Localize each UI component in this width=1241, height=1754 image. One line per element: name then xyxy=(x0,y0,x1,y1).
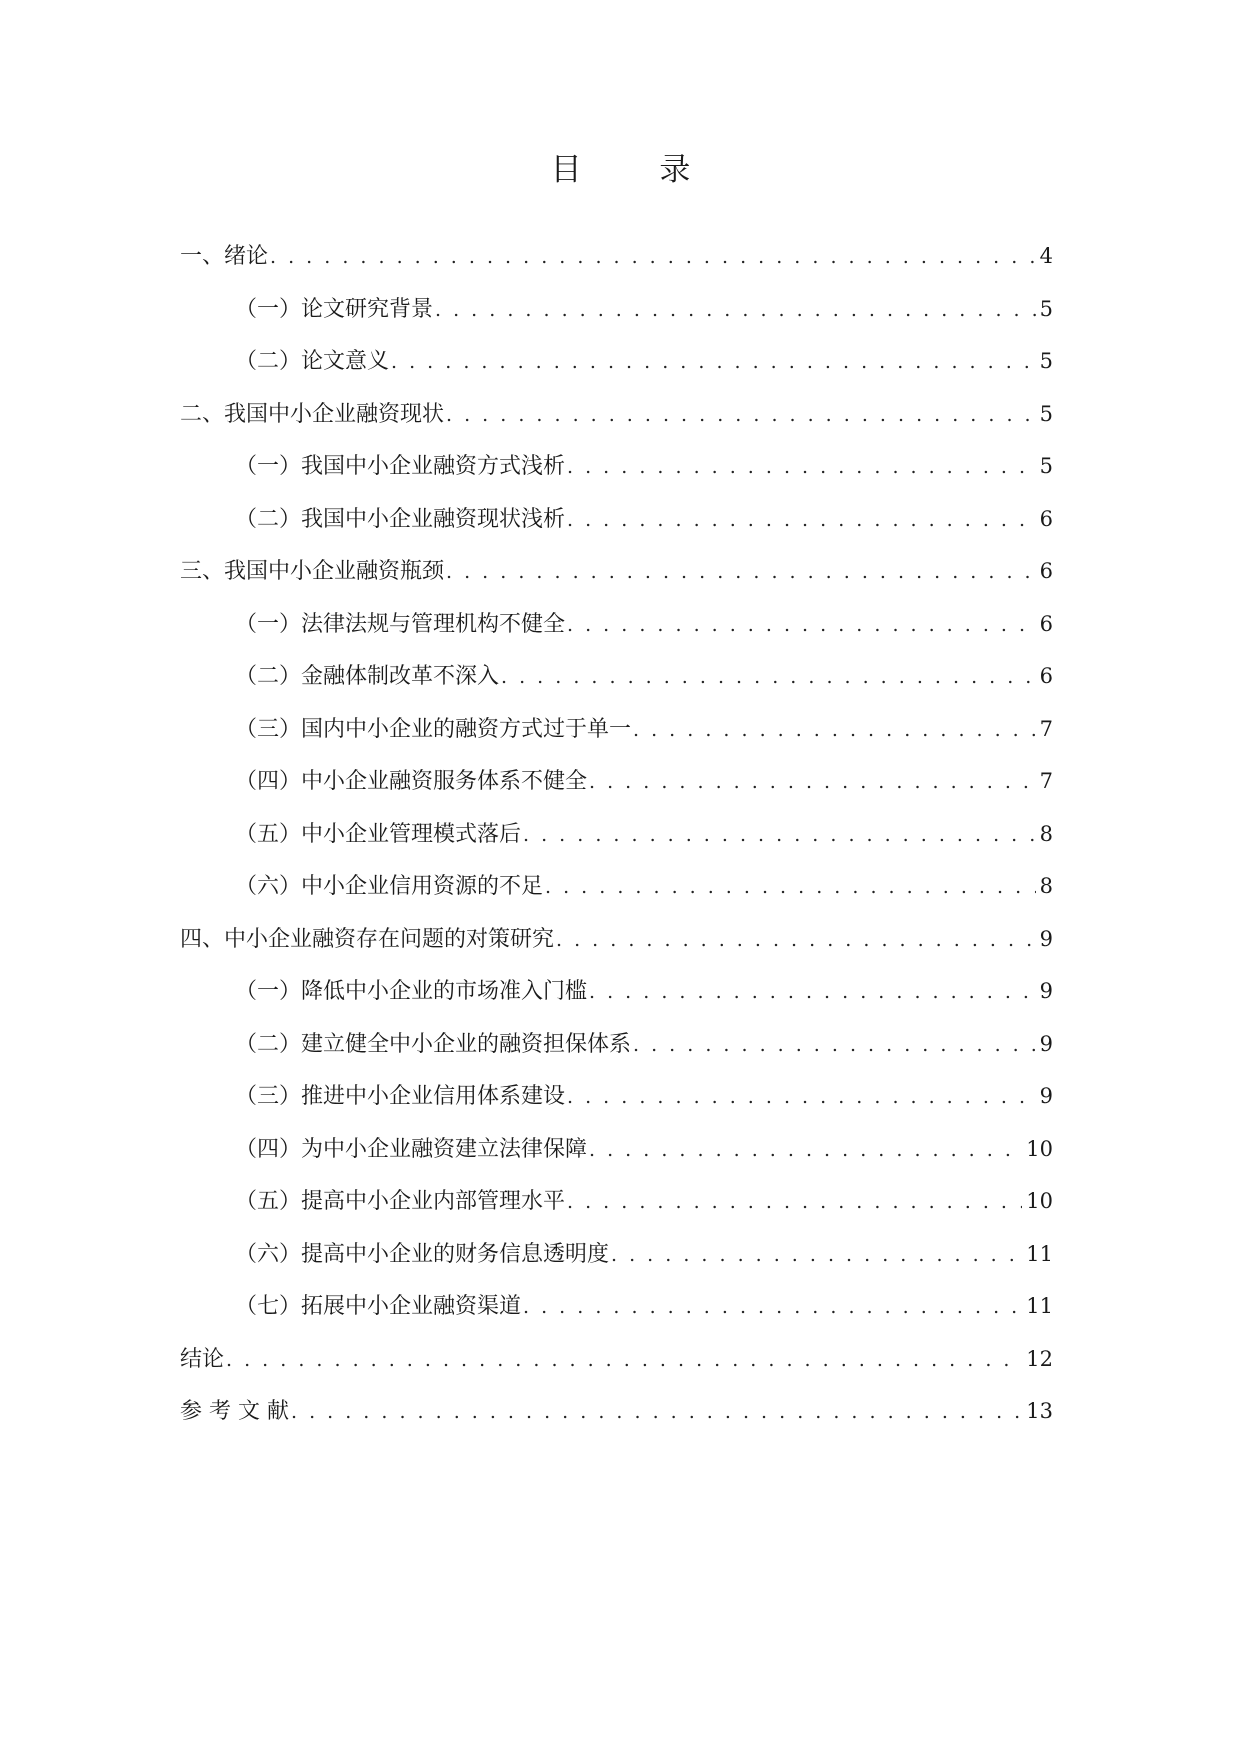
toc-dot-leader xyxy=(391,347,1036,377)
toc-entry-label: （五）中小企业管理模式落后 xyxy=(235,821,522,847)
toc-page-number: 5 xyxy=(1039,454,1053,478)
toc-page-number: 5 xyxy=(1039,349,1053,373)
toc-dot-leader xyxy=(556,925,1036,955)
toc-page-number: 9 xyxy=(1039,1031,1053,1056)
toc-entry[interactable] xyxy=(180,1396,1053,1449)
toc-entry[interactable] xyxy=(180,1081,1053,1134)
toc-page-number: 11 xyxy=(1026,1294,1053,1318)
toc-dot-leader xyxy=(567,452,1036,482)
toc-page-number: 9 xyxy=(1039,1084,1053,1108)
toc-entry-label: （三）推进中小企业信用体系建设 xyxy=(235,1084,566,1109)
toc-entry-label: （五）提高中小企业内部管理水平 xyxy=(235,1189,566,1214)
toc-page-number: 9 xyxy=(1039,979,1053,1003)
toc-entry[interactable] xyxy=(180,556,1053,609)
toc-entry-label: （三）国内中小企业的融资方式过于单一 xyxy=(235,716,632,742)
toc-entry-label: （一）法律法规与管理机构不健全 xyxy=(235,611,566,637)
toc-page-number: 8 xyxy=(1039,874,1053,898)
toc-entry[interactable] xyxy=(180,924,1053,977)
toc-page-number: 13 xyxy=(1026,1399,1053,1423)
toc-entry-label: （二）金融体制改革不深入 xyxy=(235,664,500,689)
toc-dot-leader xyxy=(589,977,1036,1007)
toc-page-number: 6 xyxy=(1039,611,1053,636)
toc-entry-label: 四、中小企业融资存在问题的对策研究 xyxy=(180,926,555,952)
toc-entry[interactable] xyxy=(180,451,1053,504)
toc-entry[interactable] xyxy=(180,609,1053,662)
toc-entry-label: （四）中小企业融资服务体系不健全 xyxy=(235,769,588,794)
toc-page-number: 4 xyxy=(1039,244,1053,268)
toc-entry[interactable] xyxy=(180,871,1053,924)
toc-title: 目 录 xyxy=(550,152,725,188)
toc-page-number: 5 xyxy=(1039,401,1053,426)
toc-entry[interactable] xyxy=(180,976,1053,1029)
toc-dot-leader xyxy=(501,662,1036,692)
toc-entry[interactable] xyxy=(180,819,1053,872)
toc-page-number: 6 xyxy=(1039,506,1053,531)
toc-page-number: 6 xyxy=(1039,559,1053,583)
toc-entry-label: （六）中小企业信用资源的不足 xyxy=(235,874,544,899)
toc-entry[interactable] xyxy=(180,661,1053,714)
toc-entry[interactable] xyxy=(180,766,1053,819)
toc-dot-leader xyxy=(226,1345,1022,1375)
toc-entry-label: （二）建立健全中小企业的融资担保体系 xyxy=(235,1031,632,1057)
toc-dot-leader xyxy=(611,1240,1022,1270)
toc-entry-label: （七）拓展中小企业融资渠道 xyxy=(235,1294,522,1319)
toc-entry[interactable] xyxy=(180,1029,1053,1082)
toc-page-number: 12 xyxy=(1026,1346,1053,1371)
toc-page-number: 10 xyxy=(1026,1136,1053,1161)
toc-entry[interactable] xyxy=(180,1344,1053,1397)
toc-page-number: 11 xyxy=(1026,1241,1053,1266)
toc-entry[interactable] xyxy=(180,1239,1053,1292)
toc-entry-label: （二）我国中小企业融资现状浅析 xyxy=(235,506,566,532)
toc-dot-leader xyxy=(589,1135,1022,1165)
toc-page-number: 10 xyxy=(1026,1189,1053,1213)
toc-dot-leader xyxy=(589,767,1036,797)
toc-entry-label: 结论 xyxy=(180,1346,225,1372)
toc-entry[interactable] xyxy=(180,504,1053,557)
toc-entry[interactable] xyxy=(180,1186,1053,1239)
toc-entry[interactable] xyxy=(180,1134,1053,1187)
toc-dot-leader xyxy=(567,1187,1022,1217)
toc-dot-leader xyxy=(567,505,1036,535)
toc-entry-label: （一）降低中小企业的市场准入门槛 xyxy=(235,979,588,1004)
toc-entry-label: （六）提高中小企业的财务信息透明度 xyxy=(235,1241,610,1267)
toc-page-number: 8 xyxy=(1039,821,1053,846)
toc-entry[interactable] xyxy=(180,294,1053,347)
toc-dot-leader xyxy=(523,1292,1022,1322)
toc-page-number: 7 xyxy=(1039,769,1053,793)
toc-dot-leader xyxy=(270,242,1036,272)
toc-entry[interactable] xyxy=(180,346,1053,399)
toc-entry-label: 二、我国中小企业融资现状 xyxy=(180,401,445,427)
toc-dot-leader xyxy=(291,1397,1022,1427)
toc-dot-leader xyxy=(446,400,1036,430)
table-of-contents xyxy=(180,241,1053,1449)
toc-entry-label: 一、绪论 xyxy=(180,244,269,269)
toc-entry[interactable] xyxy=(180,399,1053,452)
toc-dot-leader xyxy=(523,820,1036,850)
toc-dot-leader xyxy=(446,557,1036,587)
toc-entry-label: （一）论文研究背景 xyxy=(235,296,434,322)
toc-dot-leader xyxy=(567,1082,1036,1112)
toc-dot-leader xyxy=(633,1030,1036,1060)
toc-dot-leader xyxy=(633,715,1036,745)
toc-dot-leader xyxy=(435,295,1036,325)
toc-entry-label: 参 考 文 献 xyxy=(180,1399,289,1424)
toc-entry-label: （二）论文意义 xyxy=(235,349,390,374)
toc-dot-leader xyxy=(567,610,1036,640)
toc-page-number: 5 xyxy=(1039,296,1053,321)
toc-entry[interactable] xyxy=(180,714,1053,767)
toc-page-number: 7 xyxy=(1039,716,1053,741)
toc-dot-leader xyxy=(545,872,1036,902)
toc-page-number: 6 xyxy=(1039,664,1053,688)
toc-entry[interactable] xyxy=(180,241,1053,294)
toc-entry[interactable] xyxy=(180,1291,1053,1344)
toc-entry-label: （一）我国中小企业融资方式浅析 xyxy=(235,454,566,479)
toc-entry-label: （四）为中小企业融资建立法律保障 xyxy=(235,1136,588,1162)
toc-entry-label: 三、我国中小企业融资瓶颈 xyxy=(180,559,445,584)
toc-page-number: 9 xyxy=(1039,926,1053,951)
